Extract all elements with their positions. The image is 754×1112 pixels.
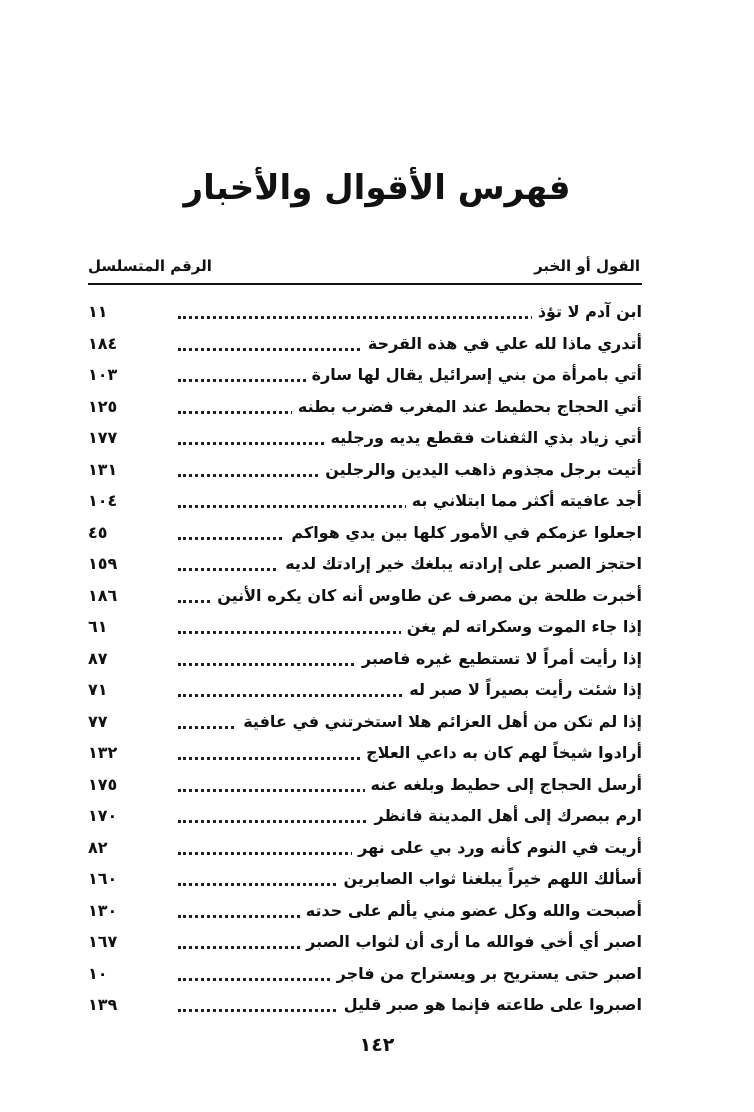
index-entry <box>88 458 642 490</box>
index-entry <box>88 395 642 427</box>
entry-number: ١٣٠ <box>88 900 118 920</box>
page-title: فهرس الأقوال والأخبار <box>183 168 571 208</box>
entry-number: ١٦٧ <box>88 932 118 951</box>
entry-text: أصبحت والله وكل عضو مني يألم على حدته <box>300 901 642 920</box>
index-entry <box>88 773 642 805</box>
entry-number: ٨٢ <box>88 837 108 857</box>
entry-text: ارم ببصرك إلى أهل المدينة فانظر <box>369 806 642 825</box>
entry-text: أتدري ماذا لله علي في هذه القرحة <box>362 334 642 353</box>
index-entry <box>88 993 642 1025</box>
entry-number: ٦١ <box>88 617 108 636</box>
entry-text: أرسل الحجاج إلى حطيط وبلغه عنه <box>365 775 643 794</box>
entry-number: ١٠ <box>88 963 108 983</box>
entry-text: إذا رأيت أمراً لا تستطيع غيره فاصبر <box>356 649 642 668</box>
page-number: ١٤٢ <box>359 1034 395 1056</box>
entry-text: أرادوا شيخاً لهم كان به داعي العلاج <box>360 743 642 762</box>
entry-text: إذا شئت رأيت بصيراً لا صبر له <box>403 680 642 699</box>
index-entry <box>88 584 642 616</box>
index-entry <box>88 962 642 994</box>
entry-text: أسألك اللهم خيراً يبلغنا ثواب الصابرين <box>338 869 643 888</box>
entry-number: ١٧٥ <box>88 774 118 794</box>
index-entry <box>88 552 642 584</box>
entry-number: ٨٧ <box>88 648 108 668</box>
entry-number: ٤٥ <box>88 522 108 542</box>
entry-number: ١٨٤ <box>88 333 118 353</box>
index-entry <box>88 332 642 364</box>
index-entries <box>88 300 642 1025</box>
table-header <box>88 255 640 285</box>
index-entry <box>88 521 642 553</box>
entry-number: ٧٧ <box>88 711 108 731</box>
entry-text: إذا جاء الموت وسكراته لم يغن <box>401 617 642 636</box>
index-entry <box>88 489 642 521</box>
entry-text: اصبر حتى يستريح بر ويستراح من فاجر <box>331 964 642 983</box>
entry-text: أخبرت طلحة بن مصرف عن طاوس أنه كان يكره الأنين <box>211 586 642 605</box>
entry-number: ١٨٦ <box>88 585 118 605</box>
entry-number: ١٠٣ <box>88 365 118 384</box>
entry-number: ١٥٩ <box>88 554 118 573</box>
entry-number: ١٧٠ <box>88 806 118 825</box>
index-entry <box>88 899 642 931</box>
entry-text: احتجز الصبر على إرادته يبلغك خير إرادتك لديه <box>279 554 642 573</box>
entry-text: أجد عافيته أكثر مما ابتلاني به <box>406 491 642 510</box>
entry-text: أتيت برجل مجذوم ذاهب اليدين والرجلين <box>319 460 642 479</box>
entry-text: أريت في النوم كأنه ورد بي على نهر <box>352 838 642 857</box>
entry-number: ١٣١ <box>88 459 118 479</box>
index-entry <box>88 804 642 836</box>
entry-text: ابن آدم لا تؤذ <box>532 302 642 321</box>
entry-text: إذا لم تكن من أهل العزائم هلا استخرتني في عافية <box>237 712 642 731</box>
entry-text: اصبر أي أخي فوالله ما أرى أن لثواب الصبر <box>300 932 642 951</box>
index-entry <box>88 867 642 899</box>
header-sayings-column: القول أو الخبر <box>534 257 640 275</box>
entry-text: أتي زياد بذي الثفنات فقطع يديه ورجليه <box>324 428 642 447</box>
entry-number: ١٣٢ <box>88 743 118 762</box>
entry-number: ١٢٥ <box>88 396 118 416</box>
entry-text: أتي الحجاج بحطيط عند المغرب فضرب بطنه <box>292 397 642 416</box>
index-entry <box>88 647 642 679</box>
entry-text: أتي بامرأة من بني إسرائيل يقال لها سارة <box>306 365 642 384</box>
index-entry <box>88 710 642 742</box>
index-entry <box>88 741 642 773</box>
entry-number: ١٠٤ <box>88 491 118 510</box>
index-entry <box>88 615 642 647</box>
index-entry <box>88 678 642 710</box>
index-entry <box>88 426 642 458</box>
index-entry <box>88 836 642 868</box>
header-divider <box>88 283 642 285</box>
entry-text: اصبروا على طاعته فإنما هو صبر قليل <box>338 995 642 1014</box>
entry-number: ١٦٠ <box>88 869 118 888</box>
entry-number: ١٣٩ <box>88 995 118 1014</box>
index-entry <box>88 300 642 332</box>
entry-number: ١١ <box>88 302 108 321</box>
entry-number: ٧١ <box>88 680 108 699</box>
index-entry <box>88 363 642 395</box>
index-entry <box>88 930 642 962</box>
entry-number: ١٧٧ <box>88 428 118 447</box>
entry-text: اجعلوا عزمكم في الأمور كلها بين يدي هواكم <box>285 523 642 542</box>
header-serial-number-column: الرقم المتسلسل <box>88 257 212 275</box>
